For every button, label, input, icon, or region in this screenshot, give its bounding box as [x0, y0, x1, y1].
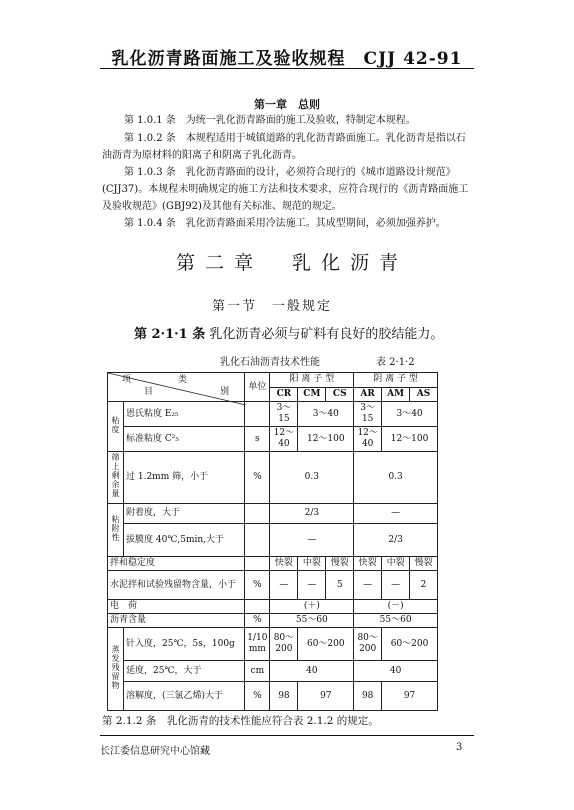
cell-value: 97	[382, 682, 438, 711]
group-sieve: 筛上剩余量	[108, 452, 124, 504]
cell-value: 60～200	[298, 628, 354, 661]
cell-value: 慢裂	[410, 557, 438, 571]
header-col-cr: CR	[270, 387, 298, 402]
cell-value: 5	[326, 571, 354, 600]
unit-demuls	[245, 557, 270, 571]
page-header-title: 乳化沥青路面施工及验收规程 CJJ 42-91	[111, 49, 463, 69]
table-row	[108, 682, 438, 711]
cell-value: 3～40	[298, 402, 354, 427]
unit-adhesion	[245, 504, 270, 524]
header-col-cm: CM	[298, 387, 326, 402]
unit-sieve: %	[245, 452, 270, 504]
cell-value: 中裂	[382, 557, 410, 571]
table-row	[108, 571, 438, 600]
cell-value: 55～60	[270, 614, 354, 628]
group-adhesion: 粘附性	[108, 504, 124, 557]
cell-value: 慢裂	[326, 557, 354, 571]
table-row	[108, 524, 438, 557]
table-number: 表 2·1·2	[376, 357, 415, 368]
header-col-ar: AR	[354, 387, 382, 402]
unit-peel	[245, 524, 270, 557]
header-diagonal-cell	[108, 373, 245, 402]
footer-archive: 长江委信息研究中心馆藏	[100, 746, 210, 757]
cell-value: —	[354, 504, 438, 524]
article-1-0-3: 第 1.0.3 条 乳化沥青路面的设计，必须符合现行的《城市道路设计规范》(CJJ37)。本规程未明确规定的施工方法和技术要求，应符合现行的《沥青路面施工及验收规范》(GBJ92)及其他有关标准、规范的规定。	[102, 167, 469, 212]
table-row	[108, 600, 438, 614]
table-row	[108, 661, 438, 682]
header-col-as: AS	[410, 387, 438, 402]
header-item: 项	[122, 375, 132, 385]
table-row	[108, 402, 438, 427]
unit-engler	[245, 402, 270, 427]
table-row	[108, 614, 438, 628]
header-category: 类	[178, 375, 188, 385]
article-1-0-4: 第 1.0.4 条 乳化沥青路面采用冷法施工。其成型期间，必须加强养护。	[124, 218, 446, 229]
cell-value: 3～15	[270, 402, 298, 427]
article-2-1-1-label: 第 2·1·1 条	[134, 327, 206, 342]
cell-value: 40	[354, 661, 438, 682]
cell-value: 80～200	[270, 628, 298, 661]
article-2-1-1	[134, 323, 443, 342]
unit-std: s	[245, 427, 270, 452]
cell-value: 2/3	[354, 524, 438, 557]
cell-value: 中裂	[298, 557, 326, 571]
cell-value: 80～200	[354, 628, 382, 661]
row-label-cement: 水泥拌和试验残留物含量，小于	[108, 571, 245, 600]
row-label-engler: 恩氏粘度 E₂₅	[124, 402, 245, 427]
cell-value: 2	[410, 571, 438, 600]
cell-value: 快裂	[270, 557, 298, 571]
table-row	[108, 504, 438, 524]
cell-value: 97	[298, 682, 354, 711]
article-1-0-1: 第 1.0.1 条 为统一乳化沥青路面的施工及验收，特制定本规程。	[124, 115, 416, 126]
chapter2-title: 第二章 乳化沥青	[176, 252, 409, 274]
cell-value: —	[354, 571, 382, 600]
footer-rule	[100, 735, 474, 736]
row-label-demuls: 拌和稳定度	[108, 557, 245, 571]
cell-value: 3～40	[382, 402, 438, 427]
header-col-am: AM	[382, 387, 410, 402]
row-label-content: 沥青含量	[108, 614, 245, 628]
unit-cement: %	[245, 571, 270, 600]
cell-value: 98	[270, 682, 298, 711]
article-2-1-1-text: 乳化沥青必须与矿料有良好的胶结能力。	[209, 327, 444, 342]
chapter1-title: 第一章 总则	[254, 98, 320, 111]
cell-value: 12～40	[270, 427, 298, 452]
cell-value: (＋)	[270, 600, 354, 614]
row-label-charge: 电 荷	[108, 600, 245, 614]
article-2-1-2: 第 2.1.2 条 乳化沥青的技术性能应符合表 2.1.2 的规定。	[102, 715, 379, 727]
cell-value: 0.3	[354, 452, 438, 504]
row-label-penetration: 针入度，25℃，5s，100g	[124, 628, 245, 661]
section1-title: 第一节 一般规定	[212, 299, 333, 314]
cell-value: 60～200	[382, 628, 438, 661]
header-col-cs: CS	[326, 387, 354, 402]
header-category-suffix: 别	[220, 387, 230, 397]
asphalt-spec-table	[107, 372, 438, 711]
cell-value: —	[270, 571, 298, 600]
header-item-suffix: 目	[144, 387, 154, 397]
group-residue: 蒸发残留物	[108, 628, 124, 711]
table-header-row-1	[108, 373, 438, 388]
cell-value: 12～100	[382, 427, 438, 452]
cell-value: 40	[270, 661, 354, 682]
cell-value: 3～15	[354, 402, 382, 427]
row-label-peel: 拔膜度 40℃,5min,大于	[124, 524, 245, 557]
table-row	[108, 427, 438, 452]
group-viscosity: 粘度	[108, 402, 124, 452]
row-label-adhesion: 附着度，大于	[124, 504, 245, 524]
unit-sol: %	[245, 682, 270, 711]
cell-value: —	[270, 524, 354, 557]
cell-value: 0.3	[270, 452, 354, 504]
cell-value: 12～40	[354, 427, 382, 452]
table-row	[108, 628, 438, 661]
page-number: 3	[456, 742, 463, 753]
article-1-0-2: 第 1.0.2 条 本规程适用于城镇道路的乳化沥青路面施工。乳化沥青是指以石油沥青为原材料的阳离子和阴离子乳化沥青。	[102, 133, 466, 161]
unit-charge	[245, 600, 270, 614]
cell-value: —	[298, 571, 326, 600]
cell-value: 2/3	[270, 504, 354, 524]
header-rule	[100, 68, 474, 69]
table-row	[108, 557, 438, 571]
header-unit: 单位	[245, 373, 270, 402]
table-caption: 乳化石油沥青技术性能	[220, 357, 320, 368]
cell-value: —	[382, 571, 410, 600]
cell-value: (－)	[354, 600, 438, 614]
row-label-sieve: 过 1.2mm 筛，小于	[124, 452, 245, 504]
cell-value: 12～100	[298, 427, 354, 452]
unit-pen: 1/10 mm	[245, 628, 270, 661]
cell-value: 55～60	[354, 614, 438, 628]
cell-value: 快裂	[354, 557, 382, 571]
unit-duct: cm	[245, 661, 270, 682]
header-anionic: 阴 离 子 型	[354, 373, 438, 388]
cell-value: 98	[354, 682, 382, 711]
header-cationic: 阳 离 子 型	[270, 373, 354, 388]
row-label-solubility: 溶解度，(三氯乙烯)大于	[124, 682, 245, 711]
unit-content: %	[245, 614, 270, 628]
row-label-ductility: 延度，25℃，大于	[124, 661, 245, 682]
table-row	[108, 452, 438, 504]
row-label-std-viscosity: 标准粘度 C²₅	[124, 427, 245, 452]
